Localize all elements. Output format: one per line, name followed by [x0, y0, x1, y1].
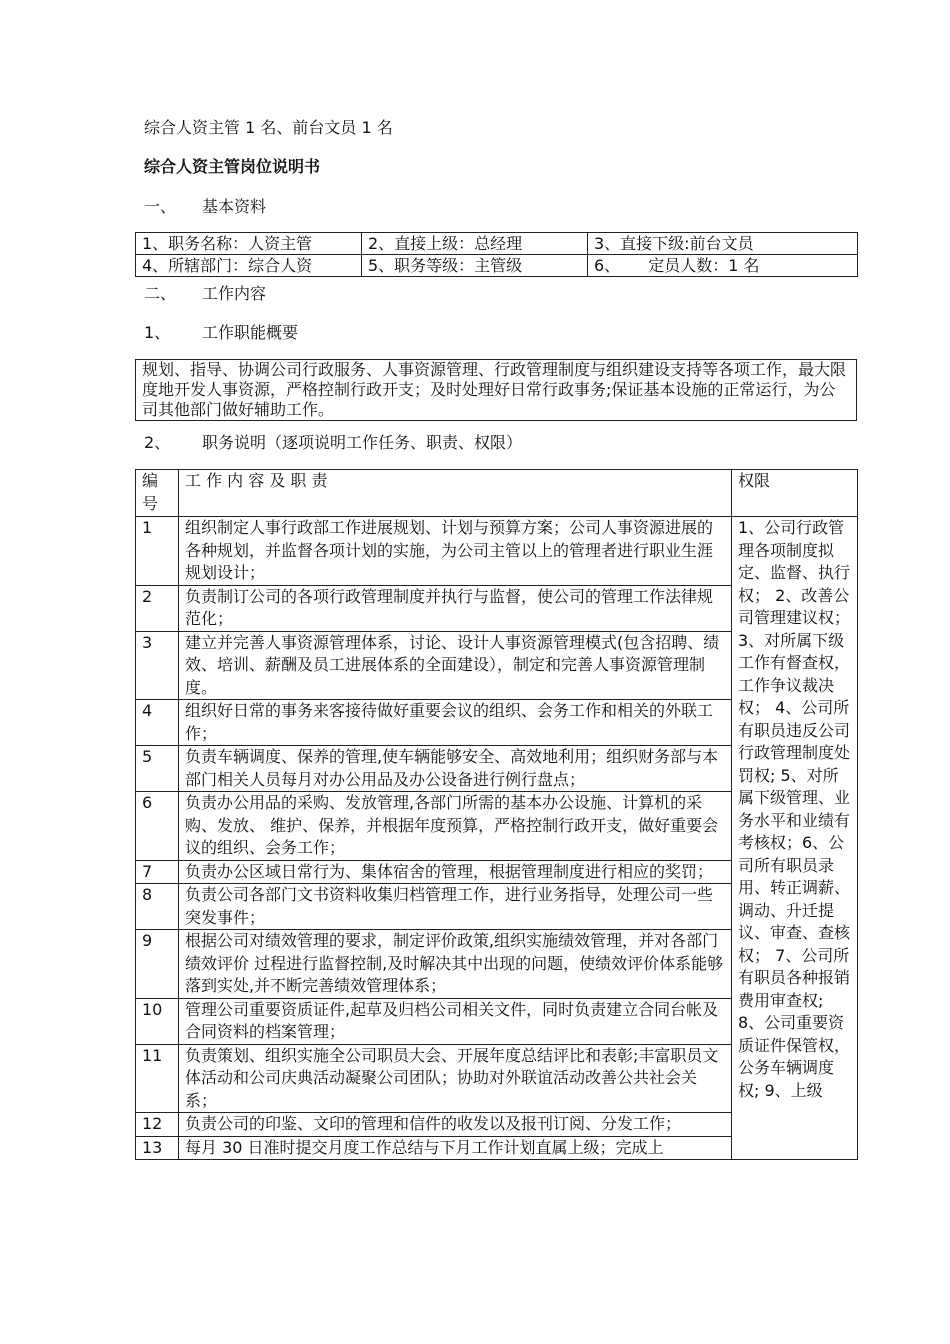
- row-number: 5: [136, 746, 179, 792]
- header-cell-number: 编号: [136, 470, 179, 517]
- table-cell: 1、职务名称：人资主管: [136, 233, 362, 255]
- row-number: 8: [136, 884, 179, 930]
- section-heading-work: [144, 284, 266, 304]
- row-duty: 负责制订公司的各项行政管理制度并执行与监督，使公司的管理工作法律规范化；: [179, 585, 732, 631]
- row-number: 7: [136, 860, 179, 884]
- table-row: [136, 233, 858, 255]
- subsection-heading-summary: [144, 323, 298, 343]
- row-duty: 组织好日常的事务来客接待做好重要会议的组织、会务工作和相关的外联工作；: [179, 700, 732, 746]
- row-number: 13: [136, 1136, 179, 1160]
- row-duty: 负责办公区域日常行为、集体宿舍的管理，根据管理制度进行相应的奖罚；: [179, 860, 732, 884]
- table-cell: 4、所辖部门：综合人资: [136, 255, 362, 277]
- subsection-heading-duties: [144, 433, 522, 453]
- section-heading-basic: [144, 197, 266, 217]
- summary-box: [135, 359, 857, 421]
- table-row: [136, 255, 858, 277]
- table-cell: 5、职务等级：主管级: [362, 255, 588, 277]
- section-number: 二、: [144, 284, 177, 303]
- row-duty: 建立并完善人事资源管理体系，讨论、设计人事资源管理模式(包含招聘、绩效、培训、薪酬及员工进展体系的全面建设），制定和完善人事资源管理制度。: [179, 631, 732, 700]
- subsection-title: 工作职能概要: [202, 323, 299, 342]
- intro-line: 综合人资主管 1 名、前台文员 1 名: [144, 118, 393, 137]
- row-duty: 根据公司对绩效管理的要求，制定评价政策,组织实施绩效管理，并对各部门绩效评价 过程进行监督控制,及时解决其中出现的问题，使绩效评价体系能够落到实处,并不断完善绩效管理体系；: [179, 930, 732, 999]
- row-duty: 负责公司各部门文书资料收集归档管理工作，进行业务指导，处理公司一些突发事件；: [179, 884, 732, 930]
- row-duty: 负责办公用品的采购、发放管理,各部门所需的基本办公设施、计算机的采购、发放、 维护、保养，并根据年度预算，严格控制行政开支，做好重要会议的组织、会务工作；: [179, 792, 732, 861]
- row-duty: 负责策划、组织实施全公司职员大会、开展年度总结评比和表彰;丰富职员文体活动和公司庆典活动凝聚公司团队；协助对外联谊活动改善公共社会关系；: [179, 1044, 732, 1113]
- row-number: 12: [136, 1113, 179, 1137]
- basic-info-table: [135, 232, 858, 277]
- row-number: 3: [136, 631, 179, 700]
- cell-number: 6、: [594, 256, 621, 275]
- row-number: 2: [136, 585, 179, 631]
- row-number: 11: [136, 1044, 179, 1113]
- row-number: 6: [136, 792, 179, 861]
- subsection-number: 1、: [144, 323, 171, 342]
- row-duty: 管理公司重要资质证件,起草及归档公司相关文件，同时负责建立合同台帐及合同资料的档案管理；: [179, 998, 732, 1044]
- document-title: 综合人资主管岗位说明书: [144, 157, 321, 176]
- row-number: 4: [136, 700, 179, 746]
- row-number: 1: [136, 517, 179, 586]
- header-cell-authority: 权限: [732, 470, 858, 517]
- row-duty: 负责公司的印鉴、文印的管理和信件的收发以及报刊订阅、分发工作；: [179, 1113, 732, 1137]
- row-duty: 组织制定人事行政部工作进展规划、计划与预算方案；公司人事资源进展的各种规划，并监督各项计划的实施，为公司主管以上的管理者进行职业生涯规划设计；: [179, 517, 732, 586]
- row-number: 9: [136, 930, 179, 999]
- subsection-number: 2、: [144, 433, 171, 452]
- table-row: [136, 517, 858, 586]
- row-duty: 负责车辆调度、保养的管理,使车辆能够安全、高效地利用；组织财务部与本部门相关人员每月对办公用品及办公设备进行例行盘点；: [179, 746, 732, 792]
- duties-table: [135, 469, 858, 1160]
- authority-cell: 1、公司行政管理各项制度拟定、监督、执行权； 2、改善公司管理建议权；3、对所属下级工作有督查权，工作争议裁决权； 4、公司所有职员违反公司行政管理制度处罚权; 5、对所属下级管理、业务水平和业绩有考核权；6、公司所有职员录用、转正调薪、调动、升迁提议、审查、查核权； 7、公司所有职员各种报销费用审查权; 8、公司重要资质证件保管权，公务车辆调度权; 9、上级: [732, 517, 858, 1160]
- table-cell: 2、直接上级：总经理: [362, 233, 588, 255]
- section-title: 基本资料: [202, 197, 267, 216]
- row-number: 10: [136, 998, 179, 1044]
- section-number: 一、: [144, 197, 177, 216]
- section-title: 工作内容: [202, 284, 267, 303]
- table-header-row: [136, 470, 858, 517]
- table-cell: 3、直接下级:前台文员: [588, 233, 858, 255]
- subsection-title: 职务说明（逐项说明工作任务、职责、权限）: [202, 433, 523, 452]
- table-row: [136, 360, 857, 421]
- table-cell: [588, 255, 858, 277]
- row-duty: 每月 30 日准时提交月度工作总结与下月工作计划直属上级；完成上: [179, 1136, 732, 1160]
- summary-text: 规划、指导、协调公司行政服务、人事资源管理、行政管理制度与组织建设支持等各项工作，最大限度地开发人事资源，严格控制行政开支；及时处理好日常行政事务;保证基本设施的正常运行，为公司其他部门做好辅助工作。: [136, 360, 857, 421]
- cell-text: 定员人数：1 名: [648, 256, 760, 275]
- header-cell-duties: 工 作 内 容 及 职 责: [179, 470, 732, 517]
